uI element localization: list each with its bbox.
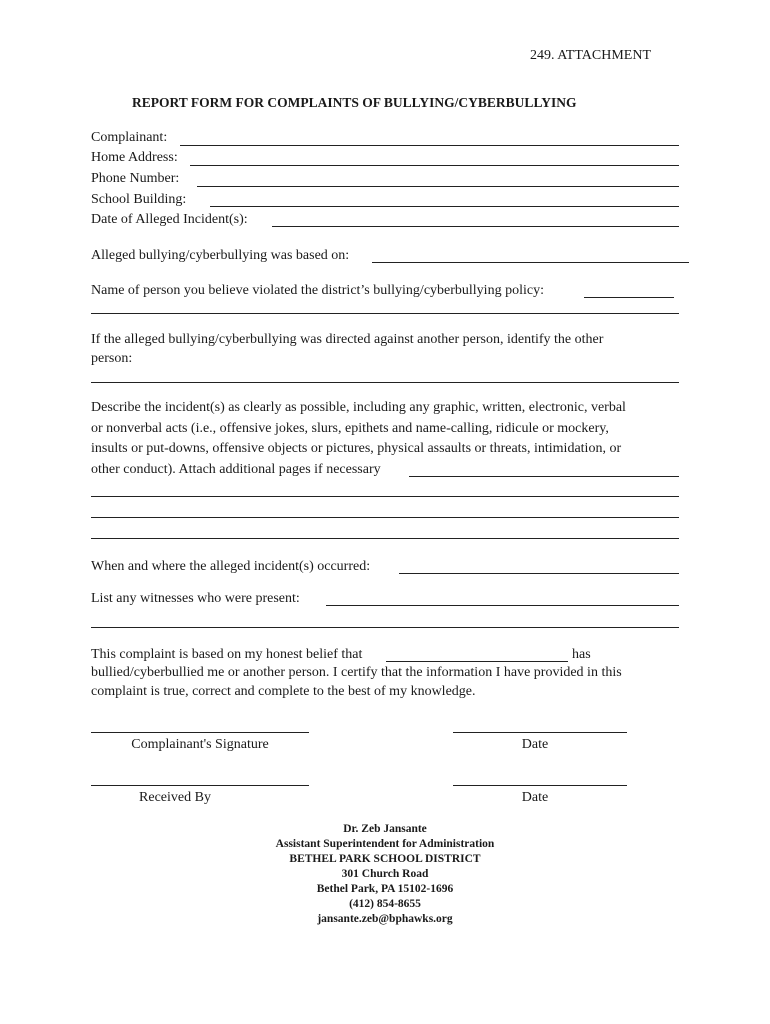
based-on-field[interactable] [372, 262, 689, 263]
contact-title: Assistant Superintendent for Administration [275, 838, 495, 850]
witnesses-label: List any witnesses who were present: [91, 591, 300, 606]
accused-name-field[interactable] [386, 661, 568, 662]
witnesses-field-line2[interactable] [91, 627, 679, 628]
phone-number-field[interactable] [197, 186, 679, 187]
person-violated-field[interactable] [584, 297, 674, 298]
when-where-field[interactable] [399, 573, 679, 574]
directed-label-line1: If the alleged bullying/cyberbullying was directed against another person, identify the other [91, 332, 604, 347]
home-address-label: Home Address: [91, 150, 178, 165]
describe-field-line1[interactable] [409, 476, 679, 477]
contact-district: BETHEL PARK SCHOOL DISTRICT [289, 853, 481, 865]
contact-phone: (412) 854-8655 [349, 898, 421, 910]
contact-email[interactable]: jansante.zeb@bphawks.org [317, 913, 453, 925]
contact-street: 301 Church Road [341, 868, 429, 880]
describe-field-line3[interactable] [91, 517, 679, 518]
certification-text-line3: complaint is true, correct and complete to the best of my knowledge. [91, 684, 476, 699]
certification-text-line2: bullied/cyberbullied me or another person. I certify that the information I have provided in this [91, 665, 622, 680]
witnesses-field[interactable] [326, 605, 679, 606]
complainant-field[interactable] [180, 145, 679, 146]
received-date-label: Date [521, 790, 549, 805]
incident-date-field[interactable] [272, 226, 679, 227]
certification-text-start: This complaint is based on my honest belief that [91, 647, 363, 662]
school-building-field[interactable] [210, 206, 679, 207]
describe-label-line3: insults or put-downs, offensive objects or pictures, physical assaults or threats, intimidation, or [91, 441, 622, 456]
school-building-label: School Building: [91, 192, 187, 207]
attachment-number: 249. ATTACHMENT [530, 48, 651, 63]
contact-name: Dr. Zeb Jansante [343, 823, 427, 835]
complainant-label: Complainant: [91, 130, 168, 145]
describe-label-line4: other conduct). Attach additional pages if necessary [91, 462, 381, 477]
complainant-date-field[interactable] [453, 732, 627, 733]
phone-number-label: Phone Number: [91, 171, 180, 186]
home-address-field[interactable] [190, 165, 679, 166]
incident-date-label: Date of Alleged Incident(s): [91, 212, 248, 227]
complainant-signature-label: Complainant's Signature [131, 737, 269, 752]
describe-field-line2[interactable] [91, 496, 679, 497]
certification-text-has: has [572, 647, 591, 662]
directed-label-line2: person: [91, 351, 133, 366]
received-date-field[interactable] [453, 785, 627, 786]
based-on-label: Alleged bullying/cyberbullying was based on: [91, 248, 350, 263]
describe-label-line2: or nonverbal acts (i.e., offensive jokes, slurs, epithets and name-calling, ridicule or mockery, [91, 421, 609, 436]
received-by-field[interactable] [91, 785, 309, 786]
received-by-label: Received By [139, 790, 211, 805]
contact-block [0, 822, 770, 927]
describe-field-line4[interactable] [91, 538, 679, 539]
when-where-label: When and where the alleged incident(s) occurred: [91, 559, 371, 574]
describe-label-line1: Describe the incident(s) as clearly as possible, including any graphic, written, electronic, verbal [91, 400, 626, 415]
other-person-field[interactable] [91, 382, 679, 383]
complainant-date-label: Date [521, 737, 549, 752]
complainant-signature-field[interactable] [91, 732, 309, 733]
contact-city: Bethel Park, PA 15102-1696 [316, 883, 454, 895]
person-violated-label: Name of person you believe violated the district’s bullying/cyberbullying policy: [91, 283, 544, 298]
page-title: REPORT FORM FOR COMPLAINTS OF BULLYING/CYBERBULLYING [132, 95, 577, 110]
person-violated-field-line2[interactable] [91, 313, 679, 314]
